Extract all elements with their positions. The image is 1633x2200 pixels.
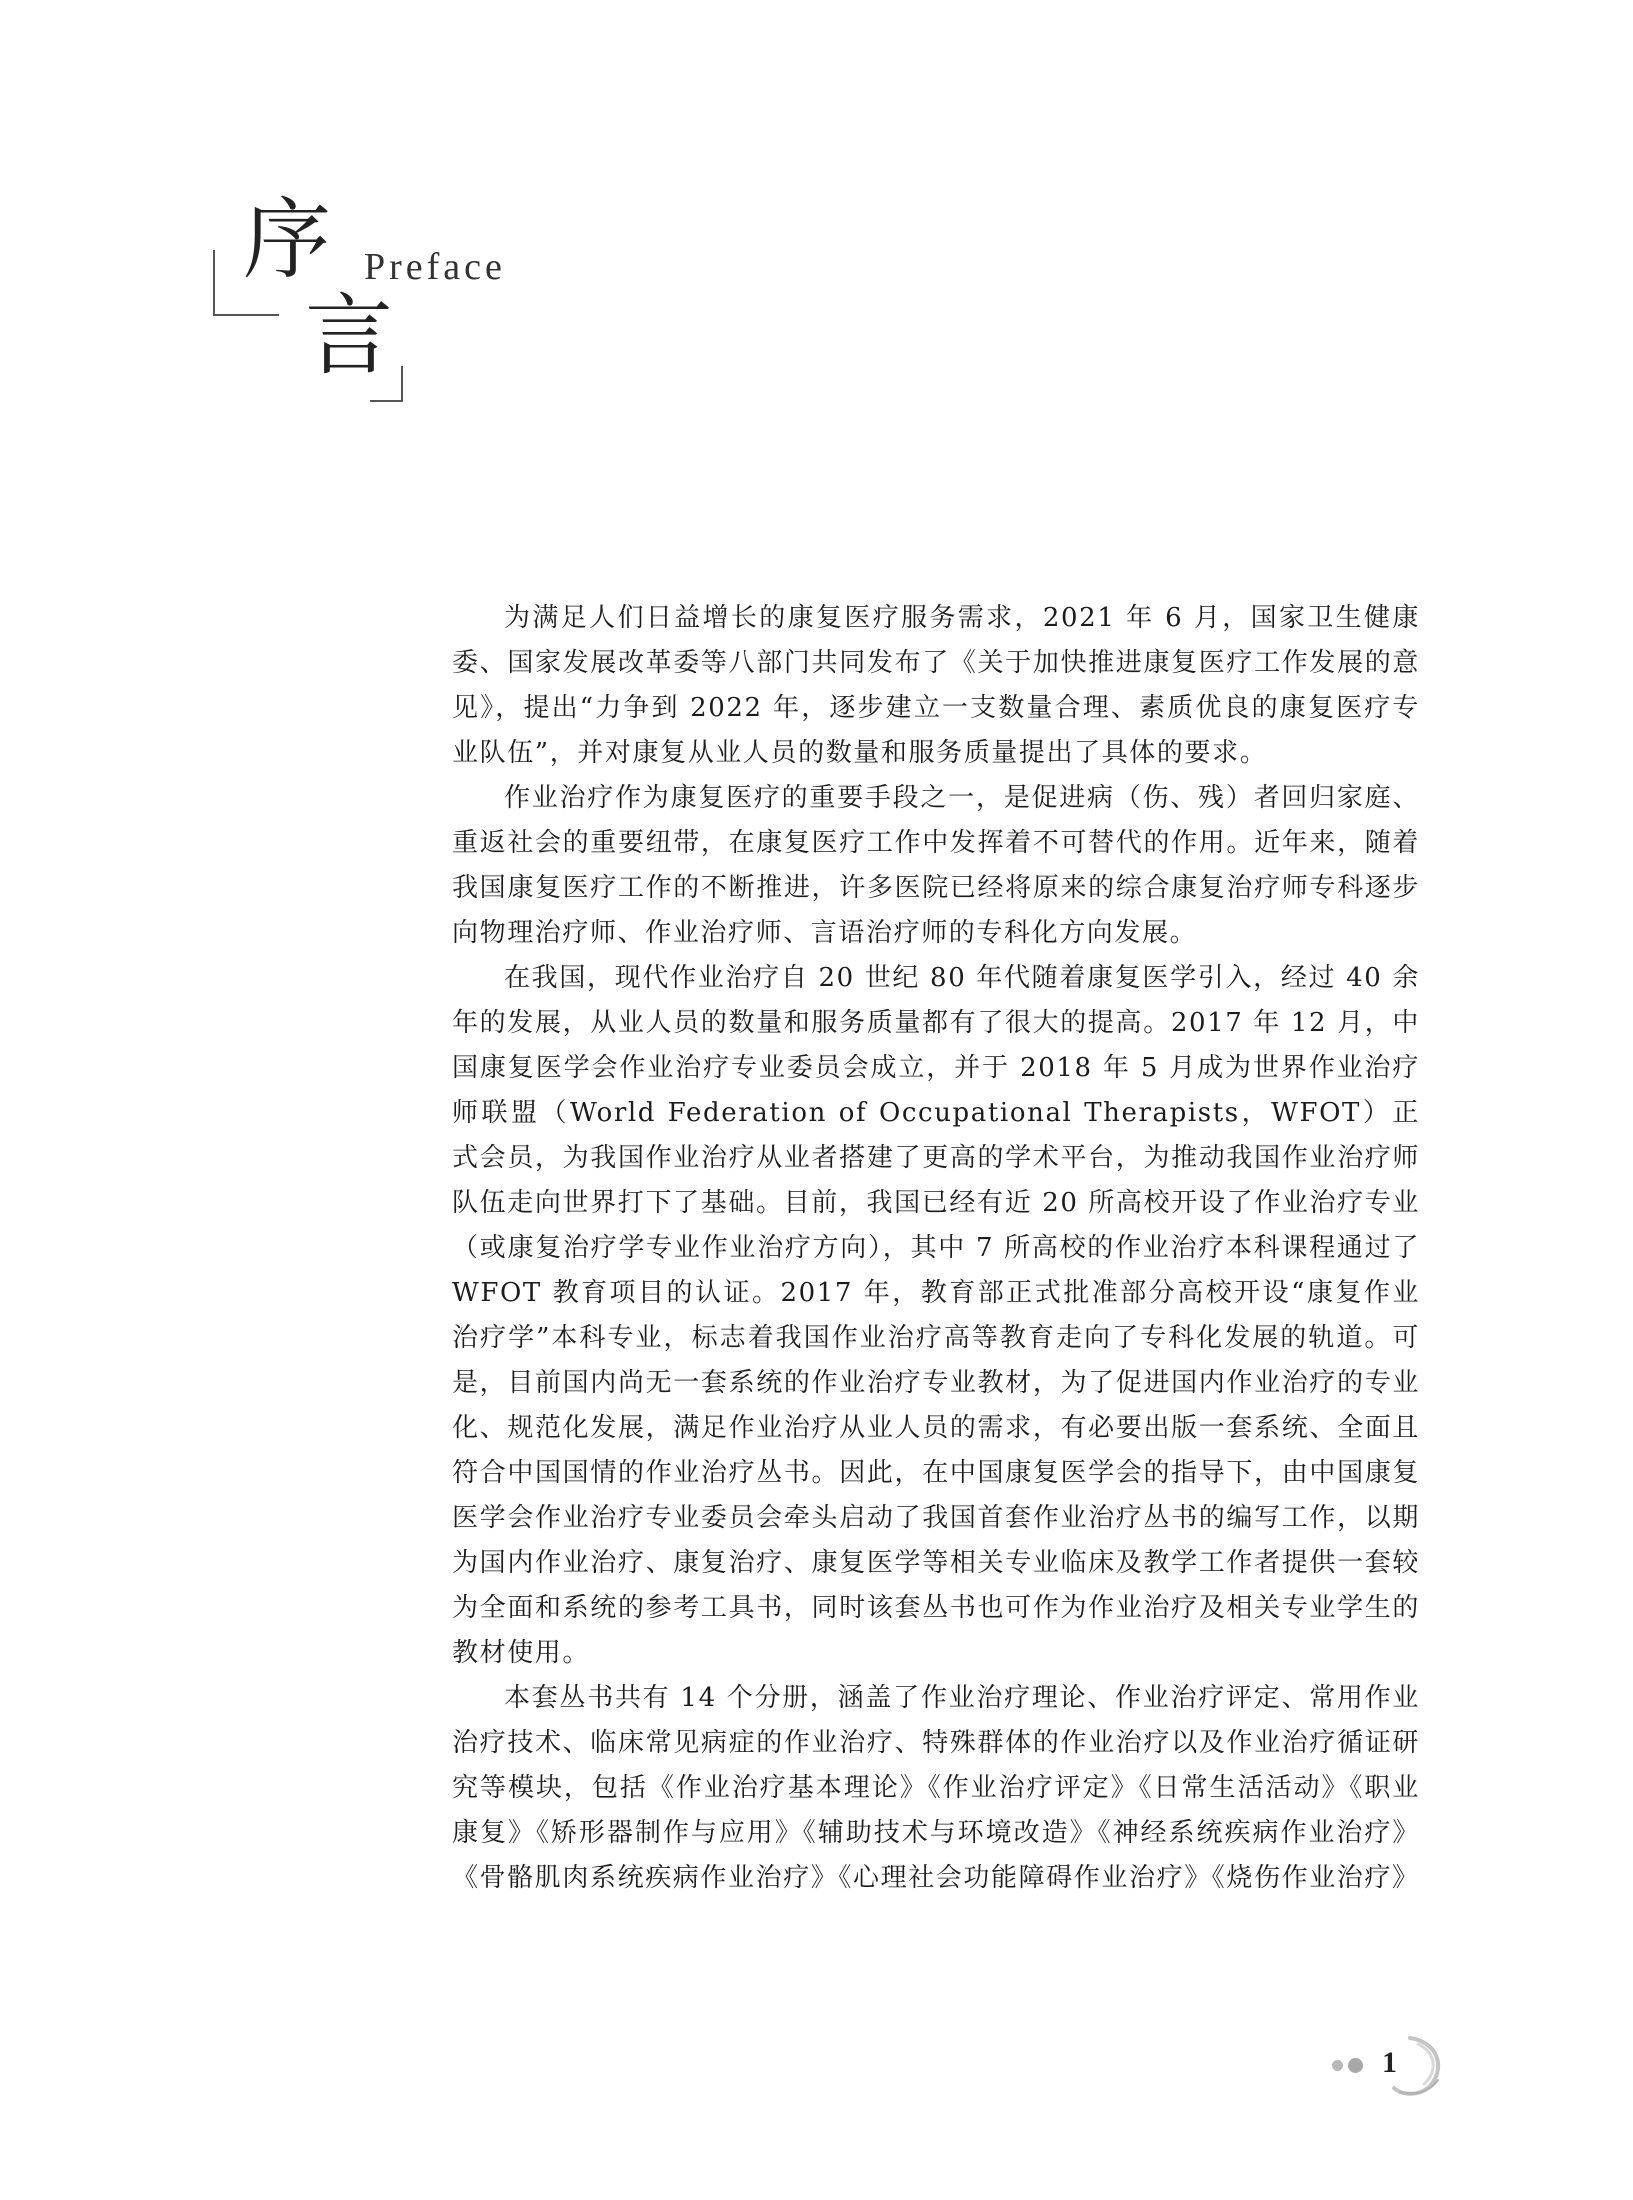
bracket-right-horizontal-rule	[370, 400, 403, 402]
paragraph-1: 为满足人们日益增长的康复医疗服务需求，2021 年 6 月，国家卫生健康委、国家发展改革委等八部门共同发布了《关于加快推进康复医疗工作发展的意见》，提出“力争到 2022 年，逐步建立一支数量合理、素质优良的康复医疗专业队伍”，并对康复从业人员的数量和服务质量提出了具体的要求。	[452, 603, 1420, 768]
heading-subtitle: Preface	[364, 246, 506, 288]
preface-heading	[0, 0, 600, 420]
footer-dot-small-icon	[1332, 2060, 1343, 2071]
paragraph-4: 本套丛书共有 14 个分册，涵盖了作业治疗理论、作业治疗评定、常用作业治疗技术、临床常见病症的作业治疗、特殊群体的作业治疗以及作业治疗循证研究等模块，包括《作业治疗基本理论》《作业治疗评定》《日常生活活动》《职业康复》《矫形器制作与应用》《辅助技术与环境改造》《神经系统疾病作业治疗》《骨骼肌肉系统疾病作业治疗》《心理社会功能障碍作业治疗》《烧伤作业治疗》	[452, 1683, 1420, 1893]
paragraph-3: 在我国，现代作业治疗自 20 世纪 80 年代随着康复医学引入，经过 40 余年的发展，从业人员的数量和服务质量都有了很大的提高。2017 年 12 月，中国康复医学会作业治疗专业委员会成立，并于 2018 年 5 月成为世界作业治疗师联盟（World Federation of Occupational Therapists，WFOT）正式会员，为我国作业治疗从业者搭建了更高的学术平台，为推动我国作业治疗师队伍走向世界打下了基础。目前，我国已经有近 20 所高校开设了作业治疗专业（或康复治疗学专业作业治疗方向），其中 7 所高校的作业治疗本科课程通过了 WFOT 教育项目的认证。2017 年，教育部正式批准部分高校开设“康复作业治疗学”本科专业，标志着我国作业治疗高等教育走向了专科化发展的轨道。可是，目前国内尚无一套系统的作业治疗专业教材，为了促进国内作业治疗的专业化、规范化发展，满足作业治疗从业人员的需求，有必要出版一套系统、全面且符合中国国情的作业治疗丛书。因此，在中国康复医学会的指导下，由中国康复医学会作业治疗专业委员会牵头启动了我国首套作业治疗丛书的编写工作，以期为国内作业治疗、康复治疗、康复医学等相关专业临床及教学工作者提供一套较为全面和系统的参考工具书，同时该套丛书也可作为作业治疗及相关专业学生的教材使用。	[452, 963, 1420, 1668]
heading-char-yan: 言	[305, 284, 394, 387]
footer-dot-large-icon	[1348, 2058, 1363, 2073]
page-number: 1	[1382, 2046, 1397, 2079]
body-text	[452, 596, 1420, 1901]
heading-char-xu: 序	[243, 188, 332, 291]
bracket-left-vertical-rule	[213, 250, 215, 315]
paragraph-2: 作业治疗作为康复医疗的重要手段之一，是促进病（伤、残）者回归家庭、重返社会的重要纽带，在康复医疗工作中发挥着不可替代的作用。近年来，随着我国康复医疗工作的不断推进，许多医院已经将原来的综合康复治疗师专科逐步向物理治疗师、作业治疗师、言语治疗师的专科化方向发展。	[452, 783, 1420, 948]
page-footer	[1320, 2030, 1450, 2100]
bracket-right-vertical-rule	[401, 366, 403, 401]
bracket-left-horizontal-rule	[213, 314, 279, 316]
